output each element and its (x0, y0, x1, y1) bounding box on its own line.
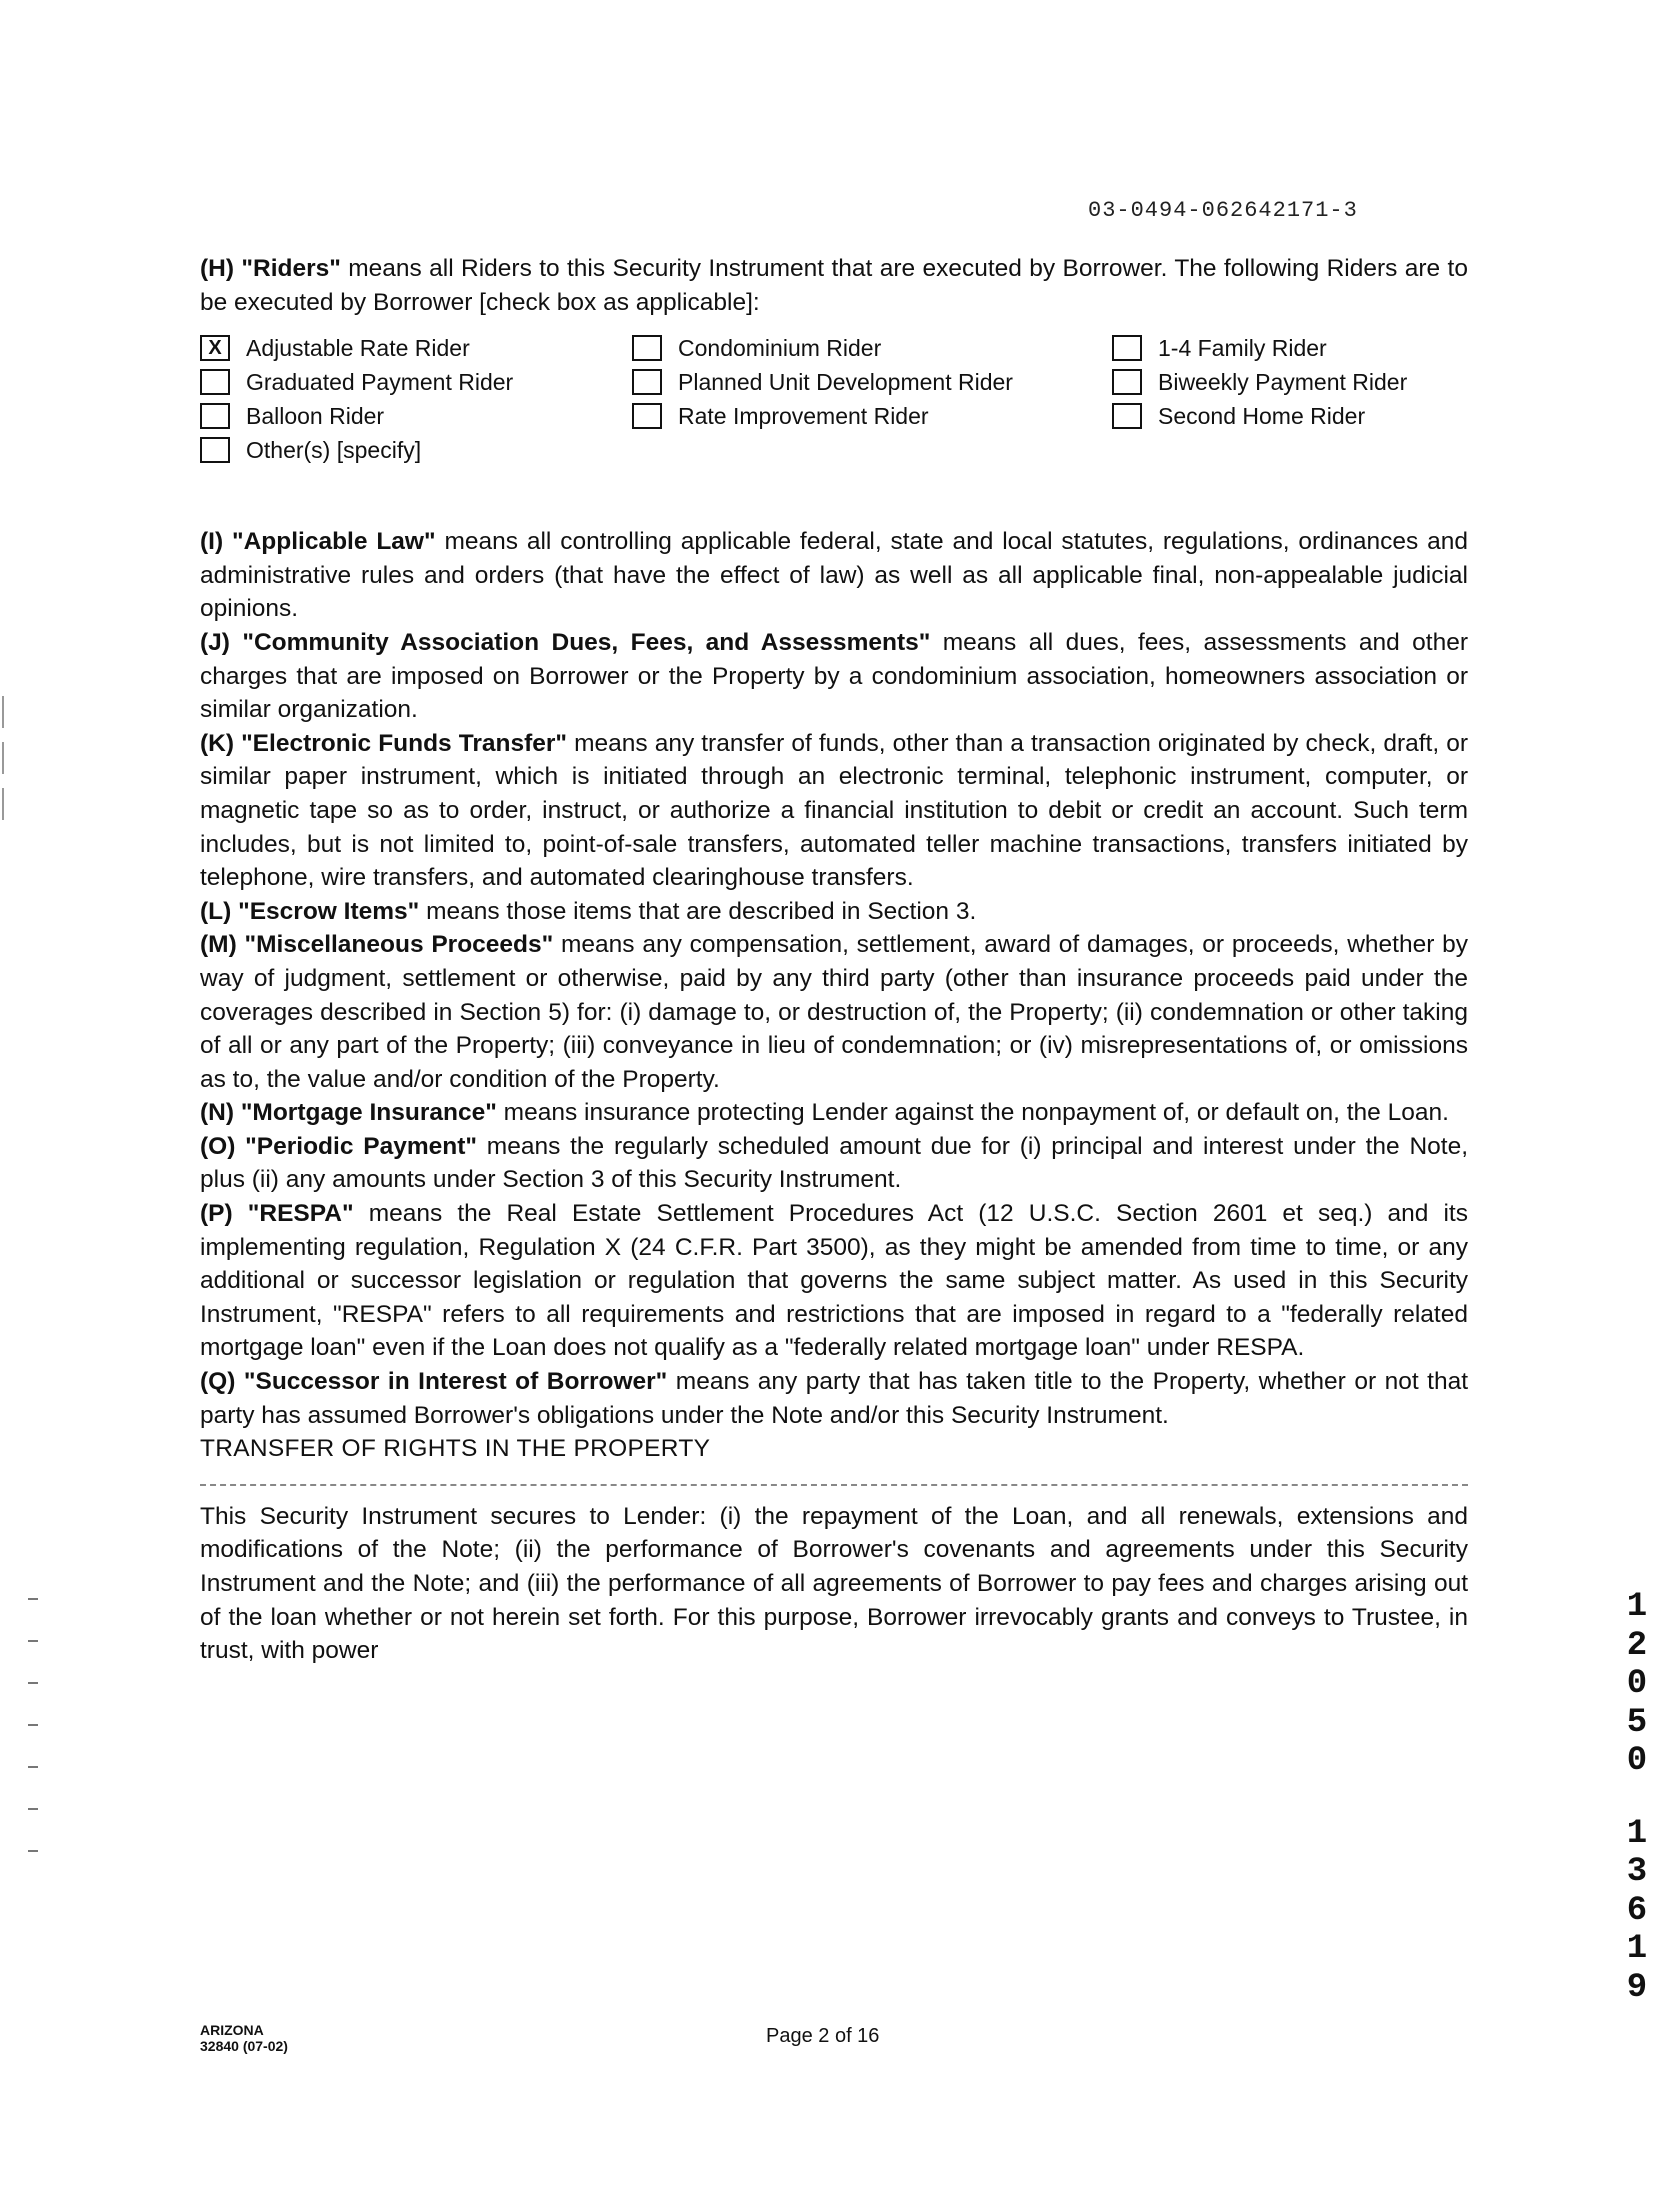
document-number: 03-0494-062642171-3 (1088, 198, 1358, 223)
stamp-digit: 9 (1626, 1968, 1648, 2007)
definition-text: means any party that has taken title to the Property, whether or not that party has assumed Borrower's obligations under the Note and/or this Security Instrument. (200, 1368, 1468, 1429)
rider-others[interactable] (200, 433, 632, 467)
checkbox[interactable] (1112, 335, 1142, 361)
definition-term: (N) "Mortgage Insurance" (200, 1099, 497, 1127)
rider-graduated-payment[interactable] (200, 365, 632, 399)
stamp-digit: 0 (1626, 1665, 1648, 1703)
recording-stamp-top (1617, 1588, 1657, 1781)
page-number: Page 2 of 16 (766, 2025, 880, 2047)
definition-term: (I) "Applicable Law" (200, 528, 436, 556)
definition-text: means any transfer of funds, other than a transaction originated by check, draft, or similar paper instrument, which is initiated through an electronic terminal, telephonic instrument, computer, or magnetic tape so as to order, instruct, or authorize a financial institution to debit or credit an account. Such term includes, but is not limited to, point-of-sale transfers, automated teller machine transactions, transfers initiated by telephone, wire transfers, and automated clearinghouse transfers. (200, 729, 1469, 892)
stamp-digit: 6 (1626, 1891, 1648, 1930)
rider-second-home[interactable] (1112, 399, 1468, 433)
checkbox[interactable] (632, 369, 662, 395)
checkbox[interactable] (632, 403, 662, 429)
definition-j (200, 626, 1468, 727)
definition-term: (J) "Community Association Dues, Fees, and Assessments" (200, 628, 931, 656)
rider-label: Planned Unit Development Rider (678, 369, 1013, 396)
stamp-digit: 1 (1626, 1588, 1648, 1626)
definition-text: means the Real Estate Settlement Procedures Act (12 U.S.C. Section 2601 et seq.) and its implementing regulation, Regulation X (24 C.F.R. Part 3500), as they might be amended from time to time, or any additional or successor legislation or regulation that governs the same subject matter. As used in this Security Instrument, "RESPA" refers to all requirements and restrictions that are imposed in regard to a "federally related mortgage loan" even if the Loan does not qualify as a "federally related mortgage loan" under RESPA. (200, 1200, 1468, 1362)
stamp-digit: 5 (1626, 1703, 1648, 1742)
definition-text: means all dues, fees, assessments and other charges that are imposed on Borrower or the Property by a condominium association, homeowners association or similar organization. (200, 628, 1469, 724)
definition-text: means any compensation, settlement, award of damages, or proceeds, whether by way of judgment, settlement or otherwise, paid by any third party (other than insurance proceeds paid under the coverages described in Section 5) for: (i) damage to, or destruction of, the Property; (ii) condemnation or other taking of all or any part of the Property; (iii) conveyance in lieu of condemnation; or (iv) misrepresentations of, or omissions as to, the value and/or condition of the Property. (200, 931, 1468, 1093)
definition-text: means insurance protecting Lender against the nonpayment of, or default on, the Loan. (496, 1099, 1449, 1127)
checkbox[interactable] (200, 403, 230, 429)
definition-term: (L) "Escrow Items" (200, 897, 420, 925)
stamp-digit: 0 (1626, 1742, 1648, 1780)
checkbox[interactable] (632, 335, 662, 361)
rider-planned-unit-development[interactable] (632, 365, 1112, 399)
rider-label: 1-4 Family Rider (1158, 335, 1327, 362)
rider-biweekly-payment[interactable] (1112, 365, 1468, 399)
definition-term: (M) "Miscellaneous Proceeds" (200, 931, 554, 959)
checkbox[interactable] (200, 369, 230, 395)
rider-label: Rate Improvement Rider (678, 403, 929, 430)
definition-text: means those items that are described in Section 3. (419, 897, 977, 925)
checkbox[interactable] (1112, 369, 1142, 395)
definition-term: (P) "RESPA" (200, 1200, 354, 1228)
definition-text: means all controlling applicable federal, state and local statutes, regulations, ordinances and administrative rules and orders (that have the effect of law) as well as all applicable final, non-appealable judicial opinions. (200, 528, 1468, 623)
recording-stamp (1617, 1588, 1657, 2007)
footer-form-id (200, 2022, 288, 2054)
checkbox[interactable] (1112, 403, 1142, 429)
footer-form-number: 32840 (07-02) (200, 2038, 288, 2054)
definition-h (200, 252, 1468, 319)
definition-i (200, 525, 1468, 626)
rider-label: Balloon Rider (246, 403, 385, 430)
checkbox[interactable] (200, 437, 230, 463)
checkbox[interactable]: X (200, 335, 230, 361)
stamp-digit: 1 (1626, 1814, 1648, 1853)
footer-state-name: ARIZONA (200, 2022, 264, 2038)
transfer-body: This Security Instrument secures to Lender: (i) the repayment of the Loan, and all renewals, extensions and modifications of the Note; (ii) the performance of Borrower's covenants and agreements under this Security Instrument and the Note; and (iii) the performance of all agreements of Borrower to pay fees and charges arising out of the loan whether or not herein set forth. For this purpose, Borrower irrevocably grants and conveys to Trustee, in trust, with power (200, 1502, 1468, 1665)
definition-term: (K) "Electronic Funds Transfer" (200, 729, 568, 757)
rider-adjustable-rate[interactable] (200, 331, 632, 365)
section-heading-transfer: TRANSFER OF RIGHTS IN THE PROPERTY (200, 1432, 1468, 1486)
definition-term: (O) "Periodic Payment" (200, 1132, 477, 1160)
rider-label: Adjustable Rate Rider (246, 335, 470, 362)
stamp-digit: 3 (1626, 1853, 1648, 1891)
margin-tick-marks (28, 1598, 42, 1892)
definition-m (200, 928, 1468, 1096)
rider-label: Graduated Payment Rider (246, 369, 514, 396)
definition-q (200, 1365, 1468, 1432)
rider-label: Other(s) [specify] (246, 437, 422, 464)
stamp-gap (1617, 1781, 1657, 1815)
definition-term: (H) "Riders" (200, 255, 341, 282)
definition-text: means all Riders to this Security Instrument that are executed by Borrower. The following Riders are to be executed by Borrower [check box as applicable]: (200, 255, 1468, 316)
rider-balloon[interactable] (200, 399, 632, 433)
rider-label: Biweekly Payment Rider (1158, 369, 1408, 396)
stamp-digit: 1 (1626, 1930, 1648, 1968)
rider-label: Second Home Rider (1158, 403, 1366, 430)
rider-label: Condominium Rider (678, 335, 882, 362)
rider-rate-improvement[interactable] (632, 399, 1112, 433)
recording-stamp-bottom (1617, 1815, 1657, 2008)
definition-p (200, 1197, 1468, 1365)
document-body (200, 252, 1468, 1668)
stamp-digit: 2 (1626, 1626, 1648, 1665)
definition-term: (Q) "Successor in Interest of Borrower" (200, 1368, 668, 1396)
definition-text: means the regularly scheduled amount due for (i) principal and interest under the Note, plus (ii) any amounts under Section 3 of this Security Instrument. (200, 1132, 1468, 1194)
definition-k (200, 727, 1468, 895)
definition-o (200, 1130, 1468, 1197)
definition-n (200, 1096, 1468, 1130)
rider-1-4-family[interactable] (1112, 331, 1468, 365)
definition-l (200, 895, 1468, 929)
riders-checklist (200, 331, 1468, 467)
rider-condominium[interactable] (632, 331, 1112, 365)
left-edge-marks (2, 696, 4, 834)
